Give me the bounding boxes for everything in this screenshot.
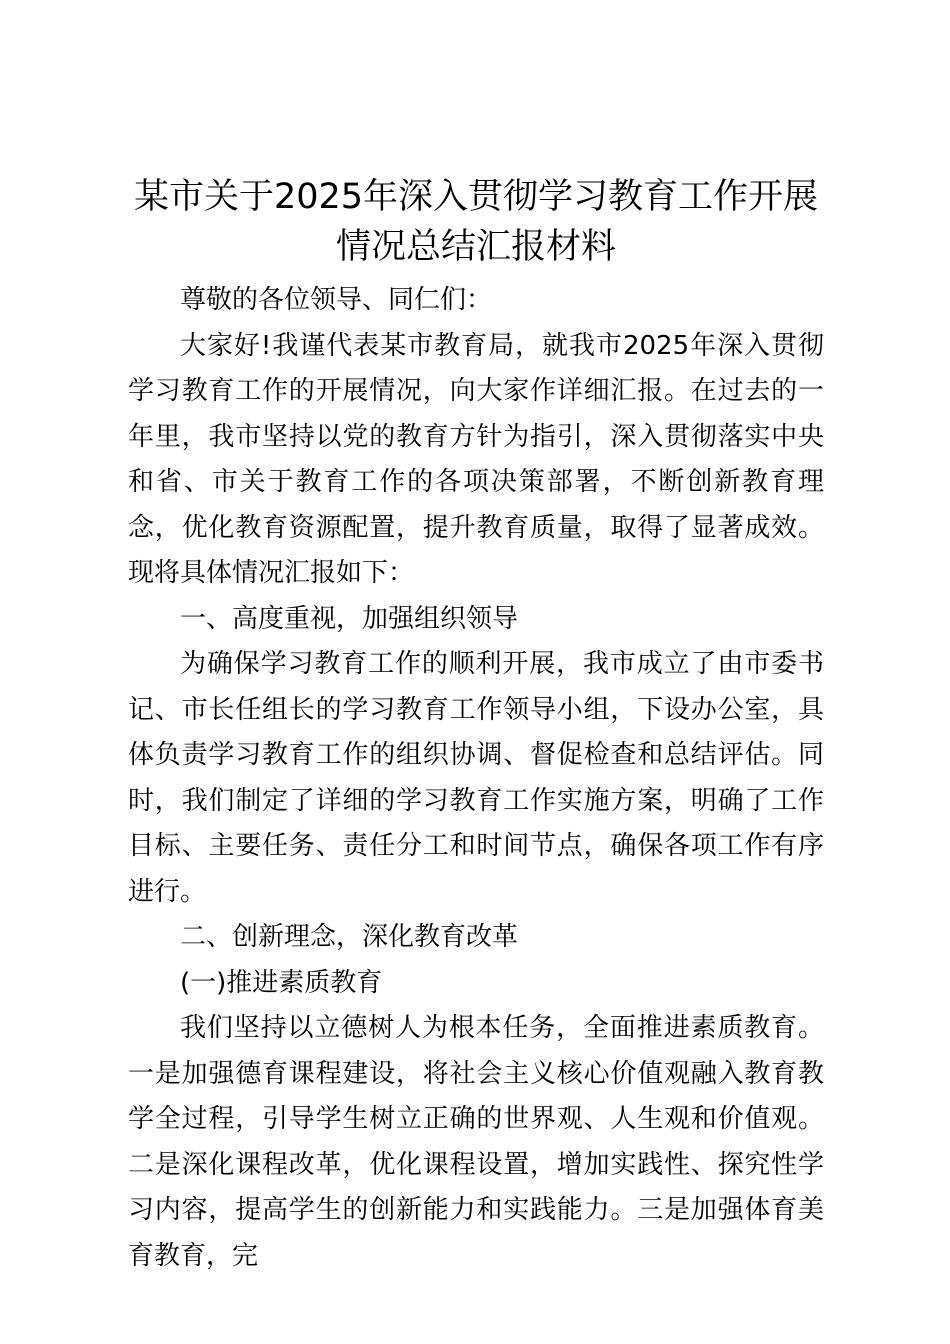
salutation: 尊敬的各位领导、同仁们： <box>180 285 493 315</box>
intro-paragraph: 大家好!我谨代表某市教育局，就我市2025年深入贯彻学习教育工作的开展情况，向大家作详细汇报。在过去的一年里，我市坚持以党的教育方针为指引，深入贯彻落实中央和省、市关于教育工作的各项决策部署，不断创新教育理念，优化教育资源配置，提升教育质量，取得了显著成效。现将具体情况汇报如下： <box>128 330 824 588</box>
document-title <box>116 172 836 272</box>
title-line-1: 某市关于2025年深入贯彻学习教育工作开展 <box>133 177 819 217</box>
document-content <box>128 172 824 1279</box>
section-1-paragraph: 为确保学习教育工作的顺利开展，我市成立了由市委书记、市长任组长的学习教育工作领导小组，下设办公室，具体负责学习教育工作的组织协调、督促检查和总结评估。同时，我们制定了详细的学习教育工作实施方案，明确了工作目标、主要任务、责任分工和时间节点，确保各项工作有序进行。 <box>128 649 824 907</box>
title-line-2: 情况总结汇报材料 <box>335 227 616 267</box>
subsection-1-paragraph: 我们坚持以立德树人为根本任务，全面推进素质教育。一是加强德育课程建设，将社会主义核心价值观融入教育教学全过程，引导学生树立正确的世界观、人生观和价值观。二是深化课程改革，优化课程设置，增加实践性、探究性学习内容，提高学生的创新能力和实践能力。三是加强体育美育教育，完 <box>128 1013 824 1271</box>
section-2-heading: 二、创新理念，深化教育改革 <box>180 922 519 952</box>
subsection-1-heading: (一)推进素质教育 <box>180 967 383 998</box>
section-1-heading: 一、高度重视，加强组织领导 <box>180 603 519 634</box>
